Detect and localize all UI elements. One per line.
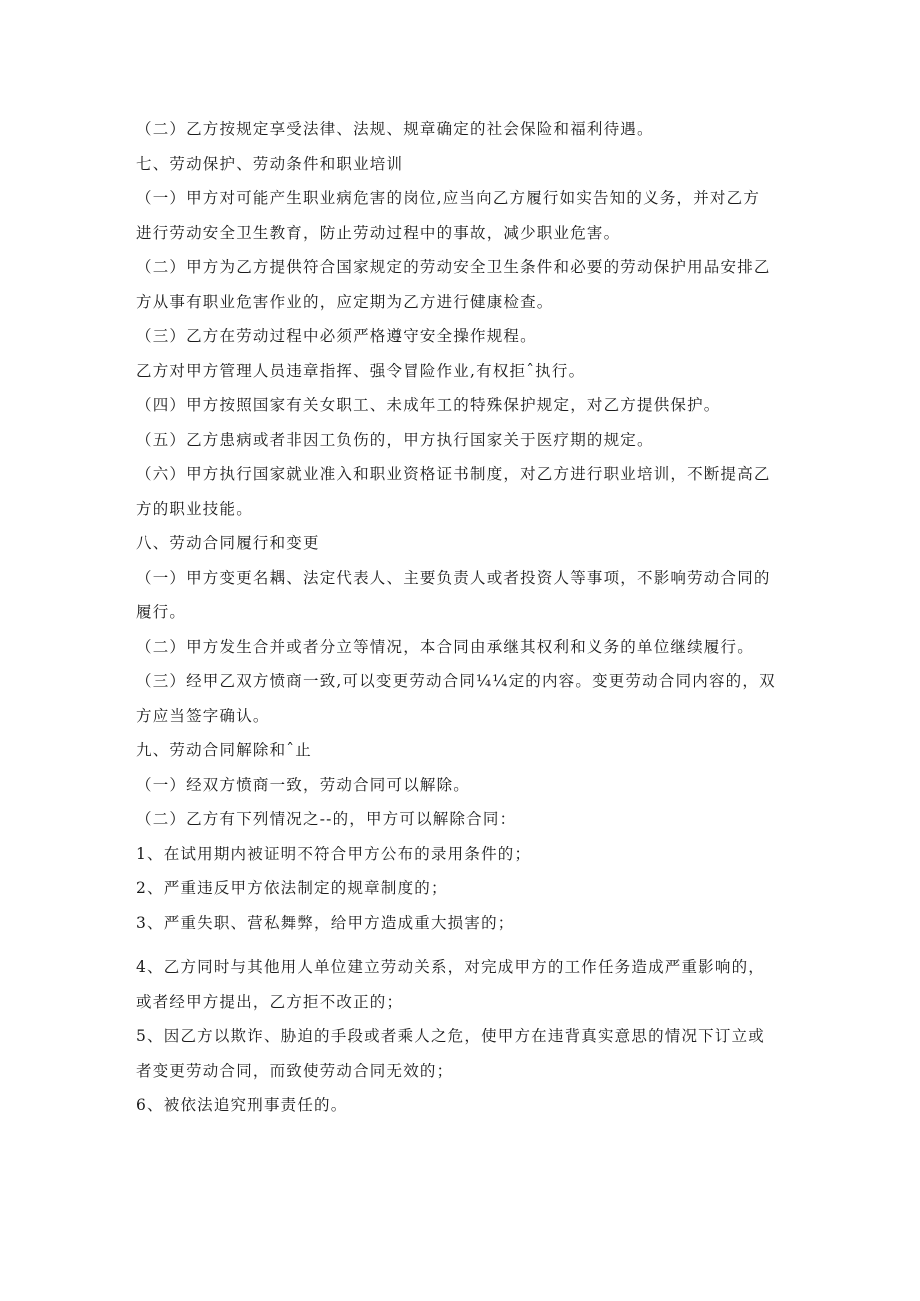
paragraph-line: （一）经双方愤商一致，劳动合同可以解除。	[136, 775, 471, 794]
paragraph-line: （二）甲方发生合并或者分立等情况，本合同由承继其权利和义务的单位继续履行。	[136, 637, 754, 656]
document-body	[136, 112, 784, 1123]
paragraph-line: （一）甲方变更名耦、法定代表人、主要负责人或者投资人等事项，不影响劳动合同的	[136, 568, 771, 587]
section-heading: 九、劳动合同解除和ˆ止	[136, 741, 312, 759]
section-heading: 八、劳动合同履行和变更	[136, 534, 320, 552]
paragraph-line: （一）甲方对可能产生职业病危害的岗位,应当向乙方履行如实告知的义务，并对乙方	[136, 189, 761, 207]
paragraph-line: （二）乙方有下列情况之--的，甲方可以解除合同：	[136, 810, 517, 828]
list-item: 3、严重失职、营私舞弊，给甲方造成重大损害的；	[136, 913, 515, 932]
list-item: 或者经甲方提出，乙方拒不改正的；	[136, 992, 404, 1011]
section-heading: 七、劳动保护、劳动条件和职业培训	[136, 154, 404, 173]
paragraph-line: 进行劳动安全卫生教育，防止劳动过程中的事故，减少职业危害。	[136, 223, 621, 242]
paragraph-line: 乙方对甲方管理人员违章指挥、强令冒险作业,有权拒ˆ执行。	[136, 361, 586, 380]
paragraph-line: 履行。	[136, 603, 187, 621]
list-item: 5、因乙方以欺诈、胁迫的手段或者乘人之危，使甲方在违背真实意思的情况下订立或	[136, 1027, 765, 1045]
paragraph-line: （三）经甲乙双方愤商一致,可以变更劳动合同¼¼定的内容。变更劳动合同内容的，双	[136, 672, 776, 690]
paragraph-line: （二）甲方为乙方提供符合国家规定的劳动安全卫生条件和必要的劳动保护用品安排乙	[136, 258, 771, 276]
list-item: 6、被依法追究刑事责任的。	[136, 1096, 348, 1114]
paragraph-line: （五）乙方患病或者非因工负伤的，甲方执行国家关于医疗期的规定。	[136, 430, 654, 449]
paragraph-line: （四）甲方按照国家有关女职工、未成年工的特殊保护规定，对乙方提供保护。	[136, 396, 721, 414]
paragraph-line: （三）乙方在劳动过程中必须严格遵守安全操作规程。	[136, 327, 537, 345]
list-item: 4、乙方同时与其他用人单位建立劳动关系，对完成甲方的工作任务造成严重影响的，	[136, 958, 765, 976]
list-item: 2、严重违反甲方依法制定的规章制度的；	[136, 879, 448, 897]
paragraph-line: （二）乙方按规定享受法律、法规、规章确定的社会保险和福利待遇。	[136, 120, 654, 138]
paragraph-line: 方的职业技能。	[136, 499, 253, 518]
paragraph-line: 方应当签字确认。	[136, 706, 270, 725]
paragraph-line: 方从事有职业危害作业的，应定期为乙方进行健康检查。	[136, 292, 554, 311]
spacer	[136, 940, 784, 950]
list-item: 者变更劳动合同，而致使劳动合同无效的；	[136, 1061, 454, 1080]
list-item: 1、在试用期内被证明不符合甲方公布的录用条件的；	[136, 844, 532, 863]
paragraph-line: （六）甲方执行国家就业准入和职业资格证书制度，对乙方进行职业培训，不断提高乙	[136, 465, 771, 483]
